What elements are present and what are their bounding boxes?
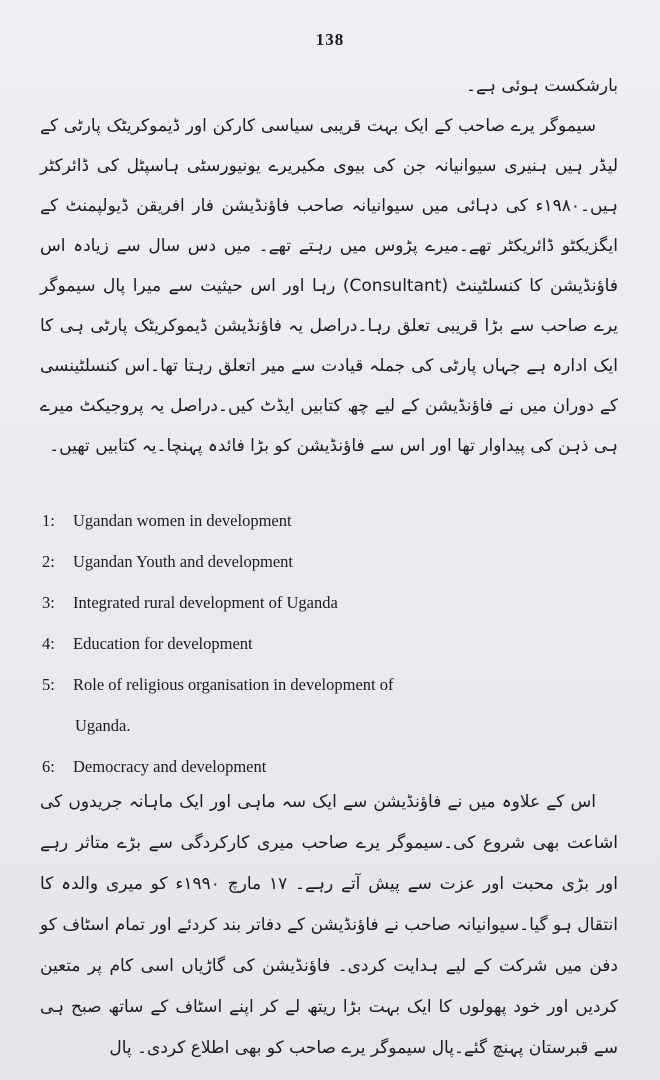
book-list-item — [42, 541, 602, 582]
book-number: 4: — [42, 633, 55, 653]
urdu-text-bottom — [40, 782, 618, 1069]
page-number: 138 — [315, 30, 345, 49]
book-list-item — [42, 664, 602, 705]
book-number: 6: — [42, 756, 55, 776]
book-title-continuation: Uganda. — [75, 715, 131, 735]
book-number: 1: — [42, 510, 55, 530]
book-title: Role of religious organisation in development of — [73, 674, 394, 694]
book-number: 3: — [42, 592, 55, 612]
book-title: Ugandan women in development — [73, 510, 292, 530]
book-list-item-continued — [42, 705, 602, 746]
paragraph: اس کے علاوہ میں نے فاؤنڈیشن سے ایک سہ ماہی اور ایک ماہانہ جریدوں کی اشاعت بھی شروع کی۔سیموگر یرے صاحب میری کارکردگی سے بڑے متاثر رہے اور بڑی محبت اور عزت سے پیش آتے رہے۔ ۱۷ مارچ ۱۹۹۰ء کو میری والدہ کا انتقال ہو گیا۔سیوانیانہ صاحب نے فاؤنڈیشن کے دفاتر بند کردئے اور تمام اسٹاف کو دفن میں شرکت کے لیے ہدایت کردی۔ فاؤنڈیشن کی گاڑیاں اسی کام پر متعین کردیں اور خود پھولوں کا ایک بہت بڑا ریتھ لے کر اپنے اسٹاف کے ساتھ صبح ہی سے قبرستان پہنچ گئے۔پال سیموگر یرے صاحب کو بھی اطلاع کردی۔ پال — [40, 792, 618, 1058]
book-list-item — [42, 582, 602, 623]
book-list-item — [42, 623, 602, 664]
book-title: Ugandan Youth and development — [73, 551, 293, 571]
paragraph: سیموگر یرے صاحب کے ایک بہت قریبی سیاسی کارکن اور ڈیموکریٹک پارٹی کے لیڈر ہیں ہنیری سیوانیانہ جن کی بیوی مکیریرے یونیورسٹی ہاسپٹل کی ڈائرکٹر ہیں۔۱۹۸۰ء کی دہائی میں سیوانیانہ صاحب فاؤنڈیشن فار افریقن ڈیولپمنٹ کے ایگزیکٹو ڈائریکٹر تھے۔میرے پڑوس میں رہتے تھے۔ میں دس سال سے زیادہ اس فاؤنڈیشن کا کنسلٹینٹ (Consultant) رہا اور اس حیثیت سے میرا پال سیموگر یرے صاحب سے بڑا قریبی تعلق رہا۔دراصل یہ فاؤنڈیشن ڈیموکریٹک پارٹی ہی کا ایک ادارہ ہے جہاں پارٹی کی جملہ قیادت سے میر اتعلق رہتا تھا۔اس کنسلٹینسی کے دوران میں نے فاؤنڈیشن کے لیے چھ کتابیں ایڈٹ کیں۔دراصل یہ پروجیکٹ میرے ہی ذہن کی پیداوار تھا اور اس سے فاؤنڈیشن کو بڑا فائدہ پہنچا۔یہ کتابیں تھیں۔ — [40, 116, 618, 456]
book-title: Integrated rural development of Uganda — [73, 592, 338, 612]
book-list-item — [42, 500, 602, 541]
book-number: 2: — [42, 551, 55, 571]
book-list-item — [42, 746, 602, 787]
book-number: 5: — [42, 674, 55, 694]
paragraph: بارشکست ہوئی ہے۔ — [466, 76, 618, 96]
urdu-text-top — [40, 66, 618, 466]
book-title: Democracy and development — [73, 756, 267, 776]
book-list — [42, 500, 602, 787]
book-title: Education for development — [73, 633, 253, 653]
